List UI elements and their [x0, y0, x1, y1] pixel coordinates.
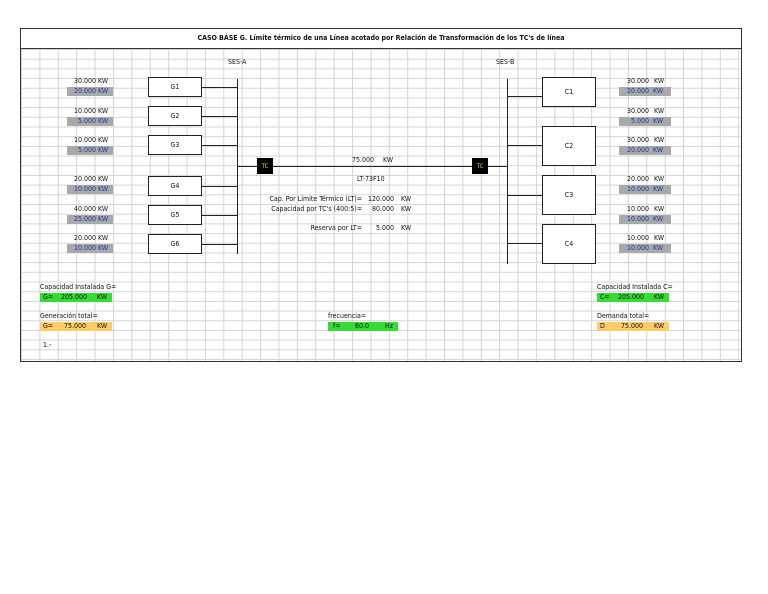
line-segment: [488, 166, 508, 167]
connector-line: [507, 145, 542, 146]
line-name: LT-73F10: [357, 175, 385, 183]
line-flow-unit: KW: [383, 156, 394, 164]
generator-box[interactable]: G4: [148, 176, 202, 196]
line-flow-value: 75.000: [351, 156, 374, 164]
load-box[interactable]: C4: [542, 224, 596, 264]
connector-line: [202, 87, 238, 88]
load-box[interactable]: C1: [542, 77, 596, 107]
tc-capacity-label: Capacidad por TC's (400:5)=: [271, 205, 362, 213]
connector-line: [202, 145, 238, 146]
generator-box[interactable]: G5: [148, 205, 202, 225]
total-demand-label: Demanda total=: [597, 312, 650, 320]
generator-box[interactable]: G6: [148, 234, 202, 254]
frequency-label: frecuencia=: [328, 312, 367, 320]
reserve-value: 5.000: [375, 224, 394, 232]
load-box[interactable]: C3: [542, 175, 596, 215]
total-demand-cell: D 75.000 KW: [597, 322, 669, 331]
total-generation-label: Generación total=: [40, 312, 98, 320]
connector-line: [507, 96, 542, 97]
load-box[interactable]: C2: [542, 126, 596, 166]
lt-value: 120.000: [367, 195, 394, 203]
frequency-cell: f= 60.0 Hz: [328, 322, 398, 331]
installed-capacity-g-cell: G= 205.000 KW: [40, 293, 112, 302]
installed-capacity-g-label: Capacidad Instalada G=: [40, 283, 117, 291]
connector-line: [507, 195, 542, 196]
tc-left-icon: TC: [257, 158, 273, 174]
spreadsheet-sheet: CASO BÁSE G. Límite térmico de una Línea acotado por Relación de Transformación de los TC's de línea SES-A SES-B 30.000 KW 20.000 KW G1 10.000 KW 5.000 KW G2 10.000 KW 5.000 KW G3 20.000 KW 10.000 KW G4 40.000 KW 25.000 KW G5 20.000 KW 10.000 KW G6 TC TC 75.000 KW LT-73F10 Cap. Por Límite Térmico (LT)= 120.000 KW Capacidad por TC's (400:5)= 80.000 KW Reserva por LT= 5.000 KW C1 30.000 KW 20.000 KW C2 30.000 KW 5.000 KW 30.000 KW 20.000 KW C3 20.000 KW 10.000 KW 10.000 KW 10.000 KW C4 10.000 KW 10.000 KW Capacidad Instalada G= G= 205.000 KW Generación total= G= 75.000 KW 1.- frecuencia= f= 60.0 Hz Capacidad Instalada C= C= 205.000 KW Demanda total= D 75.000 KW: [20, 28, 742, 362]
tc-capacity-value: 80.000: [371, 205, 394, 213]
note-text: 1.-: [43, 341, 52, 349]
connector-line: [202, 244, 238, 245]
bus-label-left: SES-A: [228, 58, 247, 66]
connector-line: [202, 116, 238, 117]
bus-bar-right: [507, 79, 508, 264]
generator-box[interactable]: G3: [148, 135, 202, 155]
transmission-line: [273, 166, 472, 167]
bus-label-right: SES-B: [496, 58, 515, 66]
total-generation-cell: G= 75.000 KW: [40, 322, 112, 331]
generator-box[interactable]: G2: [148, 106, 202, 126]
connector-line: [202, 186, 238, 187]
case-title: CASO BÁSE G. Límite térmico de una Línea acotado por Relación de Transformación de los TC's de línea: [21, 29, 741, 49]
tc-right-icon: TC: [472, 158, 488, 174]
installed-capacity-c-cell: C= 205.000 KW: [597, 293, 669, 302]
lt-label: Cap. Por Límite Térmico (LT)=: [269, 195, 362, 203]
line-segment: [237, 166, 257, 167]
connector-line: [202, 215, 238, 216]
reserve-label: Reserva por LT=: [310, 224, 362, 232]
installed-capacity-c-label: Capacidad Instalada C=: [597, 283, 673, 291]
connector-line: [507, 243, 542, 244]
generator-box[interactable]: G1: [148, 77, 202, 97]
